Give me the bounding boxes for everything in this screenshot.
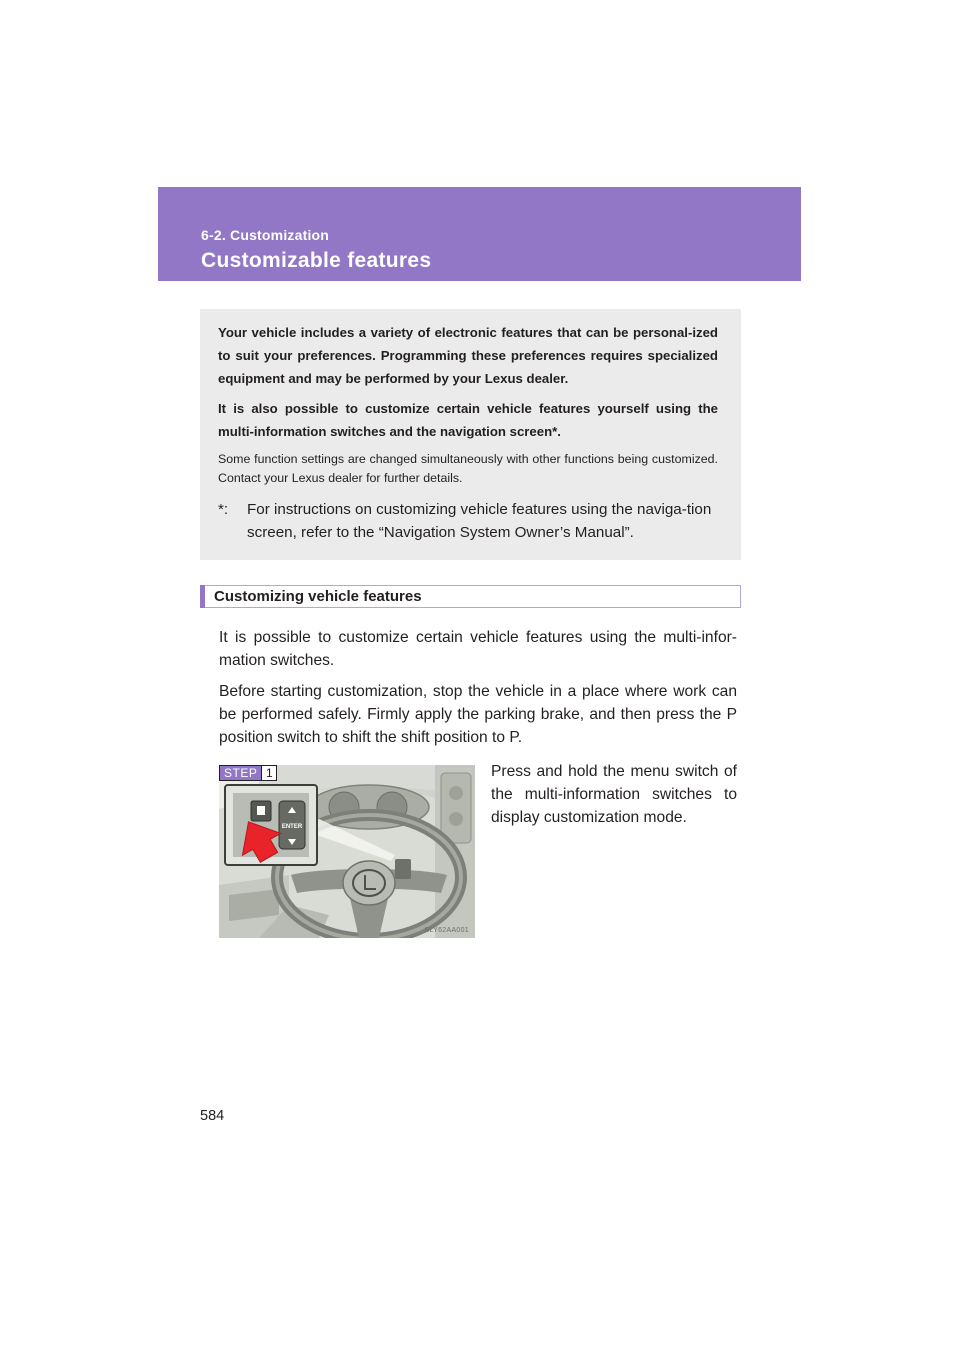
- footnote-mark: *:: [218, 501, 229, 518]
- page-title: Customizable features: [201, 249, 432, 272]
- enter-button-label: ENTER: [281, 824, 303, 830]
- step-number: 1: [261, 766, 276, 780]
- dashboard-drawing: [219, 765, 475, 938]
- page-number: 584: [200, 1108, 225, 1124]
- sub-heading-title: Customizing vehicle features: [214, 588, 422, 605]
- illustration-code: SLY62AA001: [424, 927, 469, 934]
- footnote-text: For instructions on customizing vehicle features using the naviga-tion screen, refer to the “Navigation System Owner’s Manual”.: [247, 501, 712, 541]
- sub-heading: [205, 585, 741, 608]
- body-paragraph: Before starting customization, stop the vehicle in a place where work can be performed safely. Firmly apply the parking brake, and then press the P position switch to shift the shift position to P.: [219, 683, 737, 746]
- section-label: 6-2. Customization: [201, 227, 330, 243]
- step-badge: [219, 765, 277, 781]
- step-instruction: Press and hold the menu switch of the multi-information switches to display customization mode.: [491, 763, 737, 826]
- intro-paragraph: Your vehicle includes a variety of electronic features that can be personal-ized to suit your preferences. Programming these preferences requires specialized equipment and may be performed by your Lexus dealer.: [218, 325, 718, 386]
- footnote: [218, 498, 718, 544]
- intro-paragraph: It is also possible to customize certain vehicle features yourself using the multi-information switches and the navigation screen*.: [218, 401, 718, 439]
- intro-note: Some function settings are changed simultaneously with other functions being customized. Contact your Lexus dealer for further details.: [218, 452, 718, 485]
- body-paragraph: It is possible to customize certain vehicle features using the multi-infor-mation switches.: [219, 629, 737, 669]
- intro-box: [200, 309, 741, 560]
- sub-heading-bar: [200, 585, 205, 608]
- step-label: STEP: [220, 766, 261, 780]
- steering-wheel-illustration: [219, 765, 475, 938]
- chapter-header-band: [158, 187, 801, 281]
